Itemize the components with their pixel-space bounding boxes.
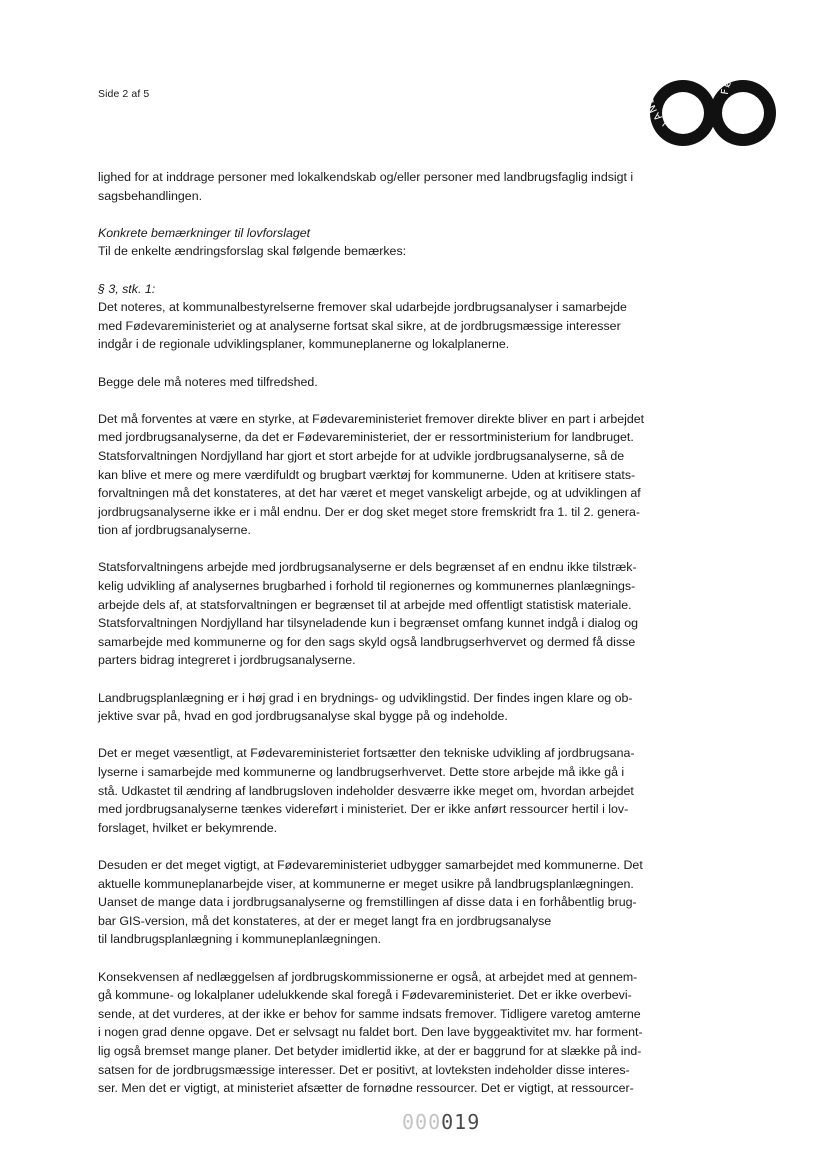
stamp-faded-digits: 000: [402, 1110, 442, 1134]
document-stamp-number: [402, 1110, 480, 1134]
stamp-digits: 019: [441, 1110, 481, 1134]
paragraph-desuden: Desuden er det meget vigtigt, at Fødevareministeriet udbygger samarbejdet med kommunerne. Det aktuelle kommuneplanarbejde viser, at kommunerne er meget usikre på landbrugsplanlægningen. Uanset de mange data i jordbrugsanalyserne og fremstillingen af disse data i en forhåbentlig brug- bar GIS-version, må det konstateres, at der er meget langt fra en jordbrugsanalyse til landbrugsplanlægning i kommuneplanlægningen.: [98, 857, 643, 947]
paragraph-konsekvensen: Konsekvensen af nedlæggelsen af jordbrugskommissionerne er også, at arbejdet med at gennem- gå kommune- og lokalplaner udelukkende skal foregå i Fødevareministeriet. Det er ikke overbevi- sende, at det vurderes, at der ikke er behov for samme indsats fremover. Tidligere varetog amterne i nogen grad denne opgave. Det er selvsagt nu faldet bort. Den lave byggeaktivitet mv. har forment- lig også bremset mange planer. Det betyder imidlertid ikke, at der er baggrund for at slække på ind- satsen for de jordbrugsmæssige interesser. Det er positivt, at lovteksten indeholder disse interes- ser. Men det er vigtigt, at ministeriet afsætter de fornødne ressourcer. Det er vigtigt, at ressourcer-: [98, 969, 643, 1096]
paragraph-landbrugsplanlaegning: Landbrugsplanlægning er i høj grad i en brydnings- og udviklingstid. Der findes ingen klare og ob- jektive svar på, hvad en god jordbrugsanalyse skal bygge på og indeholde.: [98, 690, 633, 724]
letter-body: [98, 168, 748, 1098]
page-number: Side 2 af 5: [98, 88, 150, 100]
landbrug-foedevarer-logo: [640, 68, 790, 158]
section-heading: Konkrete bemærkninger til lovforslaget: [98, 225, 311, 240]
paragraph-reference: § 3, stk. 1:: [98, 281, 156, 296]
section-intro: Til de enkelte ændringsforslag skal følgende bemærkes:: [98, 244, 407, 259]
logo-right-text: FØDE R: [719, 68, 785, 96]
intro-paragraph: lighed for at inddrage personer med lokalkendskab og/eller personer med landbrugsfaglig indsigt i sagsbehandlingen.: [98, 170, 634, 203]
logo-left-text: LANDBRUG: [644, 68, 672, 128]
paragraph-statsforvaltningens: Statsforvaltningens arbejde med jordbrugsanalyserne er dels begrænset af en endnu ikke tilstræk- kelig udvikling af analysernes brugbarhed i forhold til regionernes og kommunernes planlægnings- arbejde dels af, at statsforvaltningen er begrænset til at arbejde med offentligt statistisk materiale. Statsforvaltningen Nordjylland har tilsyneladende kun i begrænset omfang kunnet indgå i dialog og samarbejde med kommunerne og for den sags skyld også landbrugserhvervet og dermed få disse parters bidrag integreret i jordbrugsanalyserne.: [98, 560, 639, 668]
paragraph-vaesentligt: Det er meget væsentligt, at Fødevareministeriet fortsætter den tekniske udvikling af jordbrugsana- lyserne i samarbejde med kommunerne og landbrugserhvervet. Dette store arbejde må ikke gå i stå. Udkastet til ændring af landbrugsloven indeholder desværre ikke meget om, hvordan arbejdet med jordbrugsanalyserne tænkes videreført i ministeriet. Der er ikke anført ressourcer hertil i lov- forslaget, hvilket er bekymrende.: [98, 746, 635, 835]
paragraph-reference-text: Det noteres, at kommunalbestyrelserne fremover skal udarbejde jordbrugsanalyser i samarbejde med Fødevareministeriet og at analyserne fortsat skal sikre, at de jordbrugsmæssige interesser indgår i de regionale udviklingsplaner, kommuneplanerne og lokalplanerne.: [98, 300, 627, 352]
paragraph-begge: Begge dele må noteres med tilfredshed.: [98, 374, 318, 389]
paragraph-forventes: Det må forventes at være en styrke, at Fødevareministeriet fremover direkte bliver en part i arbejdet med jordbrugsanalyserne, da det er Fødevareministeriet, der er ressortministerium for landbruget. Statsforvaltningen Nordjylland har gjort et stort arbejde for at udvikle jordbrugsanalyserne, så de kan blive et mere og mere værdifuldt og brugbart værktøj for kommunerne. Uden at kritisere stats- forvaltningen må det konstateres, at det har været et meget vanskeligt arbejde, og at udviklingen af jordbrugsanalyserne ikke er i mål endnu. Der er dog sket meget store fremskridt fra 1. til 2. genera- tion af jordbrugsanalyserne.: [98, 411, 645, 538]
